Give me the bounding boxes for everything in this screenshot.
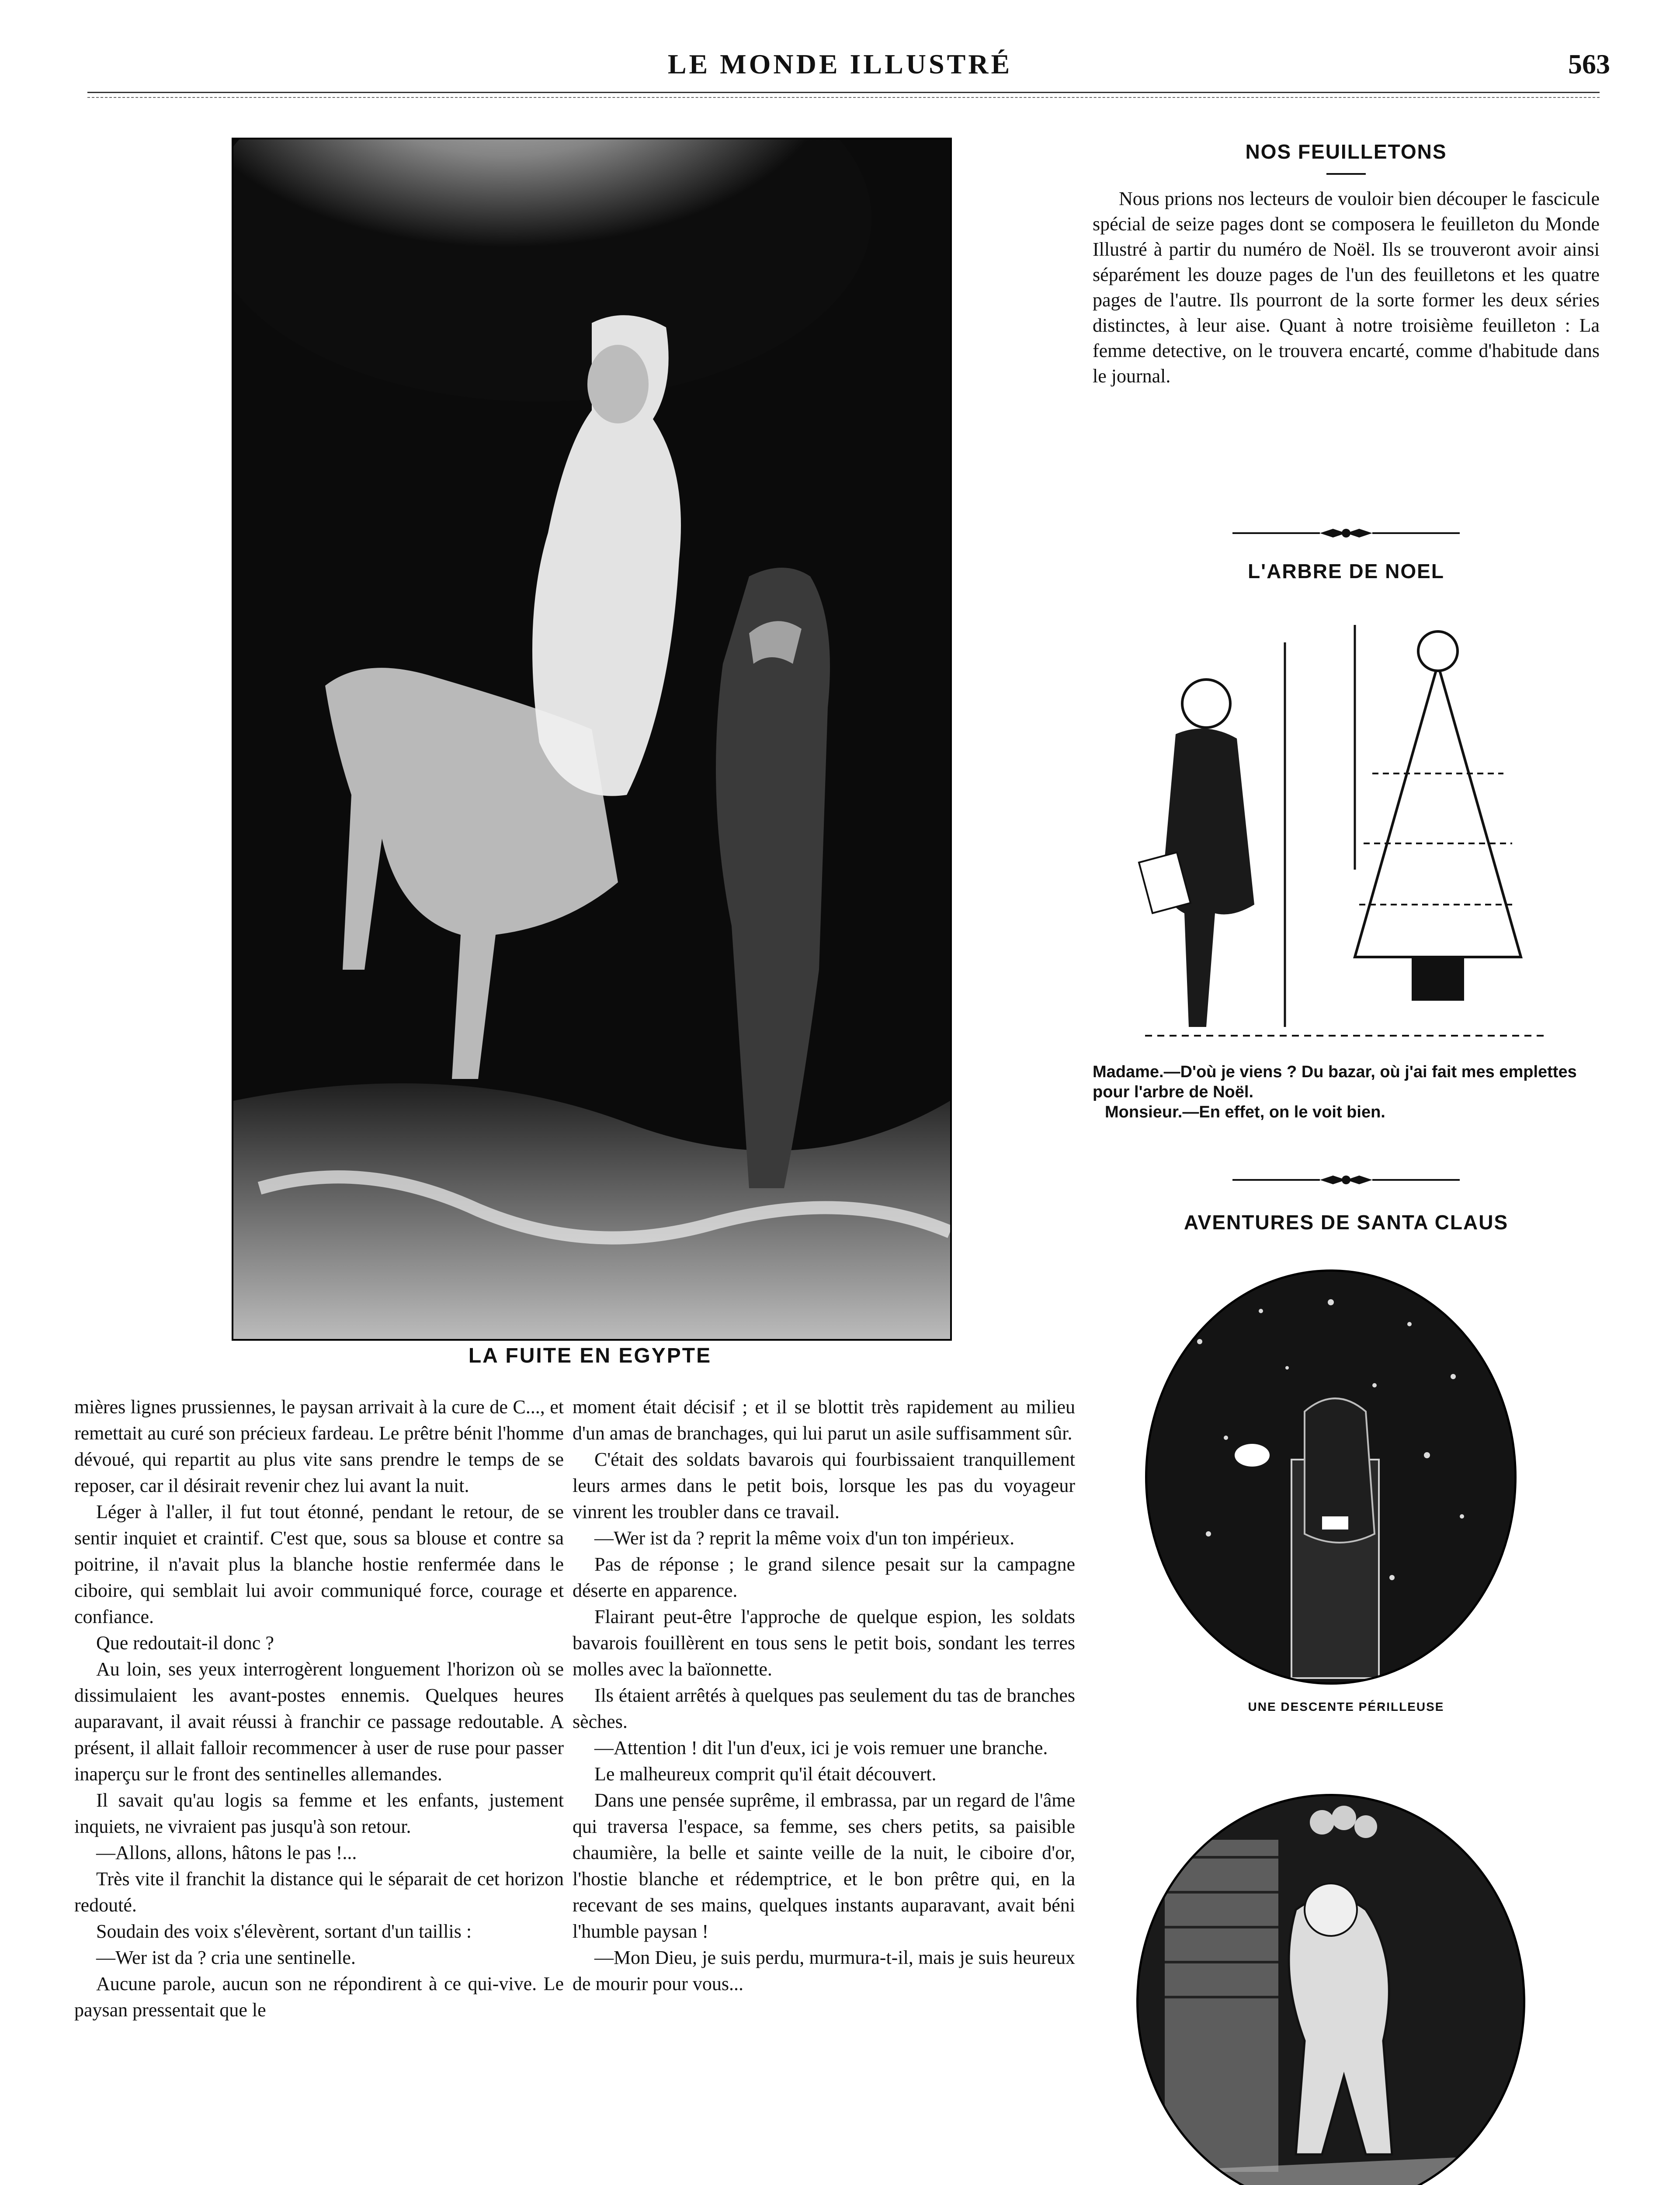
paragraph: —Wer ist da ? cria une sentinelle. bbox=[96, 1947, 356, 1968]
christmas-tree-cartoon bbox=[1128, 599, 1565, 1044]
santa-heading: AVENTURES DE SANTA CLAUS bbox=[1184, 1211, 1509, 1234]
feuilletons-notice bbox=[1093, 186, 1600, 389]
flight-into-egypt-illustration bbox=[233, 139, 950, 1339]
paragraph: C'était des soldats bavarois qui fourbissaient tranquillement leurs armes dans le petit bois, lorsque les pas du voyageur vinrent les troubler dans ce travail. bbox=[573, 1449, 1075, 1523]
header-rule bbox=[87, 92, 1600, 93]
story-middle-column bbox=[573, 1394, 1075, 1997]
paragraph: moment était décisif ; et il se blottit très rapidement au milieu d'un amas de branchages, qui lui parut un asile suffisamment sûr. bbox=[573, 1396, 1075, 1444]
santa-section bbox=[1093, 1210, 1600, 1234]
dialogue-monsieur: Monsieur.—En effet, on le voit bien. bbox=[1105, 1103, 1385, 1121]
paragraph: Flairant peut-être l'approche de quelque espion, les soldats bavarois fouillèrent en tous sens le petit bois, sondant les terres molles avec la baïonnette. bbox=[573, 1606, 1075, 1680]
santa-visit-illustration bbox=[1139, 1796, 1523, 2185]
arbre-dialogue bbox=[1093, 1062, 1600, 1122]
paragraph: Au loin, ses yeux interrogèrent longuement l'horizon où se dissimulaient les avant-postes ennemis. Quelques heures auparavant, il avait réussi à franchir ce passage redoutable. A présent, il allait falloir recommencer à user de ruse pour passer inaperçu sur le front des sentinelles allemandes. bbox=[74, 1658, 564, 1785]
paragraph: Soudain des voix s'élevèrent, sortant d'un taillis : bbox=[96, 1921, 472, 1942]
ornament-divider bbox=[1093, 527, 1600, 542]
main-figure-caption: LA FUITE EN EGYPTE bbox=[468, 1344, 712, 1367]
main-engraving bbox=[232, 138, 952, 1341]
feuilletons-section bbox=[1093, 140, 1600, 389]
masthead bbox=[0, 26, 1680, 79]
dialogue-madame: Madame.—D'où je viens ? Du bazar, où j'ai fait mes emplettes pour l'arbre de Noël. bbox=[1093, 1063, 1577, 1101]
page-number: 563 bbox=[1568, 49, 1610, 80]
ornament-icon bbox=[1232, 527, 1460, 540]
newspaper-title: LE MONDE ILLUSTRÉ bbox=[667, 49, 1013, 80]
arbre-heading: L'ARBRE DE NOEL bbox=[1248, 560, 1444, 583]
paragraph: Il savait qu'au logis sa femme et les enfants, justement inquiets, ne vivraient pas jusqu'à son retour. bbox=[74, 1790, 564, 1837]
paragraph: mières lignes prussiennes, le paysan arrivait à la cure de C..., et remettait au curé son précieux fardeau. Le prêtre bénit l'homme dévoué, qui repartit au plus vite sans prendre le temps de se reposer, car il désirait revenir chez lui avant la nuit. bbox=[74, 1396, 564, 1496]
paragraph: Très vite il franchit la distance qui le séparait de cet horizon redouté. bbox=[74, 1868, 564, 1916]
paragraph: —Attention ! dit l'un d'eux, ici je vois remuer une branche. bbox=[594, 1737, 1048, 1758]
ornament-divider bbox=[1093, 1173, 1600, 1189]
paragraph: Que redoutait-il donc ? bbox=[96, 1632, 274, 1654]
christmas-tree-illustration bbox=[1128, 599, 1565, 1044]
medallion-descent bbox=[1145, 1269, 1517, 1685]
santa-chimney-illustration bbox=[1147, 1272, 1514, 1682]
paragraph: Aucune parole, aucun son ne répondirent à ce qui-vive. Le paysan pressentait que le bbox=[74, 1973, 564, 2021]
story-left-column bbox=[74, 1394, 564, 2023]
notice-paragraph: Nous prions nos lecteurs de vouloir bien découper le fascicule spécial de seize pages dont se composera le feuilleton du Monde Illustré à partir du numéro de Noël. Ils se trouveront avoir ainsi séparément les douze pages de l'un des feuilletons et les quatre pages de l'autre. Ils pourront de la sorte former les deux séries distinctes, à leur aise. Quant à notre troisième feuilleton : La femme detective, on le trouvera encarté, comme d'habitude dans le journal. bbox=[1093, 188, 1600, 387]
paragraph: Dans une pensée suprême, il embrassa, par un regard de l'âme qui traversa l'espace, sa femme, ses chers petits, sa paisible chaumière, la belle et sainte veille de la nuit, le ciboire d'or, l'hostie blanche et rédemptrice, et le bon prêtre qui, en la recevant de ses mains, quelques instants auparavant, avait béni l'humble paysan ! bbox=[573, 1790, 1075, 1942]
paragraph: —Mon Dieu, je suis perdu, murmura-t-il, mais je suis heureux de mourir pour vous... bbox=[573, 1947, 1075, 1994]
paragraph: —Wer ist da ? reprit la même voix d'un ton impérieux. bbox=[594, 1527, 1015, 1549]
arbre-section bbox=[1093, 559, 1600, 583]
heading-rule bbox=[1326, 173, 1366, 175]
paragraph: Le malheureux comprit qu'il était découvert. bbox=[594, 1763, 937, 1785]
ornament-icon bbox=[1232, 1173, 1460, 1186]
medallion-caption-1: UNE DESCENTE PÉRILLEUSE bbox=[1248, 1700, 1444, 1713]
paragraph: Léger à l'aller, il fut tout étonné, pendant le retour, de se sentir inquiet et craintif. C'est que, sous sa blouse et contre sa poitrine, il n'avait plus la blanche hostie renfermée dans le ciboire, qui semblait lui avoir communiqué force, courage et confiance. bbox=[74, 1501, 564, 1627]
medallion-visit bbox=[1136, 1794, 1525, 2185]
paragraph: —Allons, allons, hâtons le pas !... bbox=[96, 1842, 357, 1863]
header-rule-dashed bbox=[87, 97, 1600, 98]
feuilletons-heading: NOS FEUILLETONS bbox=[1245, 140, 1447, 163]
paragraph: Pas de réponse ; le grand silence pesait sur la campagne déserte en apparence. bbox=[573, 1554, 1075, 1601]
paragraph: Ils étaient arrêtés à quelques pas seulement du tas de branches sèches. bbox=[573, 1685, 1075, 1732]
